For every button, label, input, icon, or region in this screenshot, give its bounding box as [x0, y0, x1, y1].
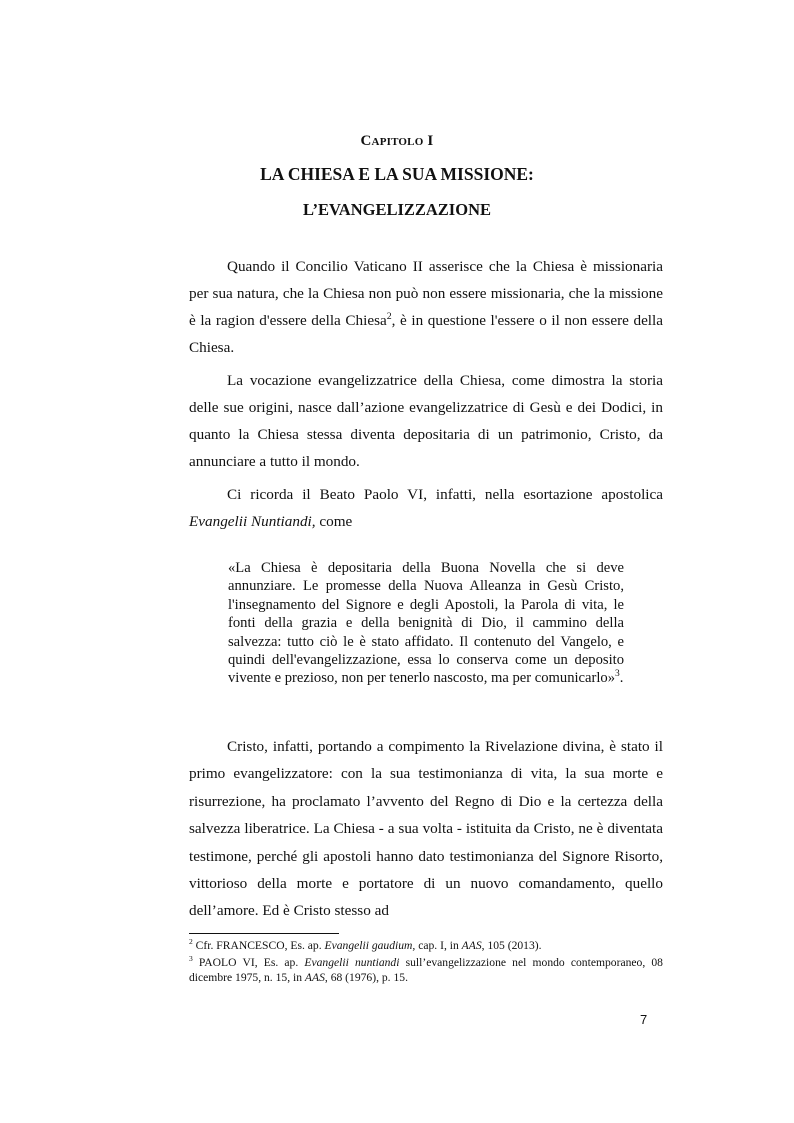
footnote-3: [189, 955, 663, 985]
paragraph-1: [189, 253, 663, 361]
paragraph-3: [189, 481, 663, 535]
footnote-ref-3: 3: [615, 669, 620, 680]
footnote-2-text-b: cap. I, in: [415, 939, 462, 952]
paragraph-1-text-b: , è in questione l'essere o il non essere della Chiesa.: [189, 312, 663, 356]
footnote-3-title: Evangelii nuntiandi: [304, 956, 400, 969]
chapter-label: Capitolo I: [360, 133, 434, 149]
footnote-3-text-a: PAOLO VI, Es. ap.: [192, 956, 305, 969]
footnote-3-number: 3: [189, 954, 193, 964]
body-text-continued: [189, 733, 663, 925]
block-quote: [228, 559, 624, 688]
paragraph-3-text-b: come: [315, 513, 353, 530]
footnote-3-text-b: sull’evangelizzazione nel mondo contemporaneo, 08 dicembre 1975, n. 15, in: [189, 956, 663, 984]
footnotes: [189, 938, 663, 987]
body-text: [189, 253, 663, 541]
paragraph-4: Cristo, infatti, portando a compimento la Rivelazione divina, è stato il primo evangelizzatore: con la sua testimonianza di vita, la sua morte e risurrezione, ha proclamato l’avvento del Regno di Dio e la certezza della salvezza liberatrice. La Chiesa - a sua volta - istituita da Cristo, ne è diventata testimone, perché gli apostoli hanno dato testimonianza del Signore Risorto, vittorioso della morte e portatore di un nuovo comandamento, quello dell’amore. Ed è Cristo stesso ad: [189, 738, 663, 920]
quote-end: .: [619, 670, 624, 687]
paragraph-2: La vocazione evangelizzatrice della Chiesa, come dimostra la storia delle sue origini, nasce dall’azione evangelizzatrice di Gesù e dei Dodici, in quanto la Chiesa stessa diventa depositaria di un patrimonio, Cristo, da annunciare a tutto il mondo.: [189, 372, 663, 470]
footnote-divider: [189, 933, 339, 934]
footnote-2-text-c: , 105 (2013).: [481, 939, 542, 952]
footnote-2-text-a: Cfr. FRANCESCO, Es. ap.: [192, 939, 325, 952]
paragraph-3-text-a: Ci ricorda il Beato Paolo VI, infatti, nella esortazione apostolica: [227, 486, 663, 503]
quote-text: «La Chiesa è depositaria della Buona Novella che si deve annunziare. Le promesse della Nuova Alleanza in Gesù Cristo, l'insegnamento del Signore e degli Apostoli, la Parola di vita, le fonti della grazia e della benignità di Dio, il cammino della salvezza: tutto ciò le è stato affidato. Il contenuto del Vangelo, e quindi dell'evangelizzazione, essa lo conserva come un deposito vivente e prezioso, non per tenerlo nascosto, ma per comunicarlo»: [228, 560, 624, 687]
paragraph-1-text-a: Quando il Concilio Vaticano II asserisce che la Chiesa è missionaria per sua natura, che la Chiesa non può non essere missionaria, che la missione è la ragion d'essere della Chiesa: [189, 258, 663, 329]
footnote-3-journal: AAS: [304, 971, 325, 984]
footnote-2: [189, 938, 663, 953]
footnote-2-number: 2: [189, 937, 193, 947]
paragraph-3-title: Evangelii Nuntiandi,: [189, 513, 316, 530]
footnote-ref-2: 2: [386, 310, 392, 322]
chapter-title-line-2: L’EVANGELIZZAZIONE: [303, 200, 491, 219]
chapter-title-line-1: LA CHIESA E LA SUA MISSIONE:: [260, 164, 534, 184]
footnote-3-text-c: , 68 (1976), p. 15.: [324, 971, 408, 984]
page-number: 7: [640, 1012, 648, 1027]
footnote-2-journal: AAS: [461, 939, 482, 952]
footnote-2-title: Evangelii gaudium,: [324, 939, 416, 952]
